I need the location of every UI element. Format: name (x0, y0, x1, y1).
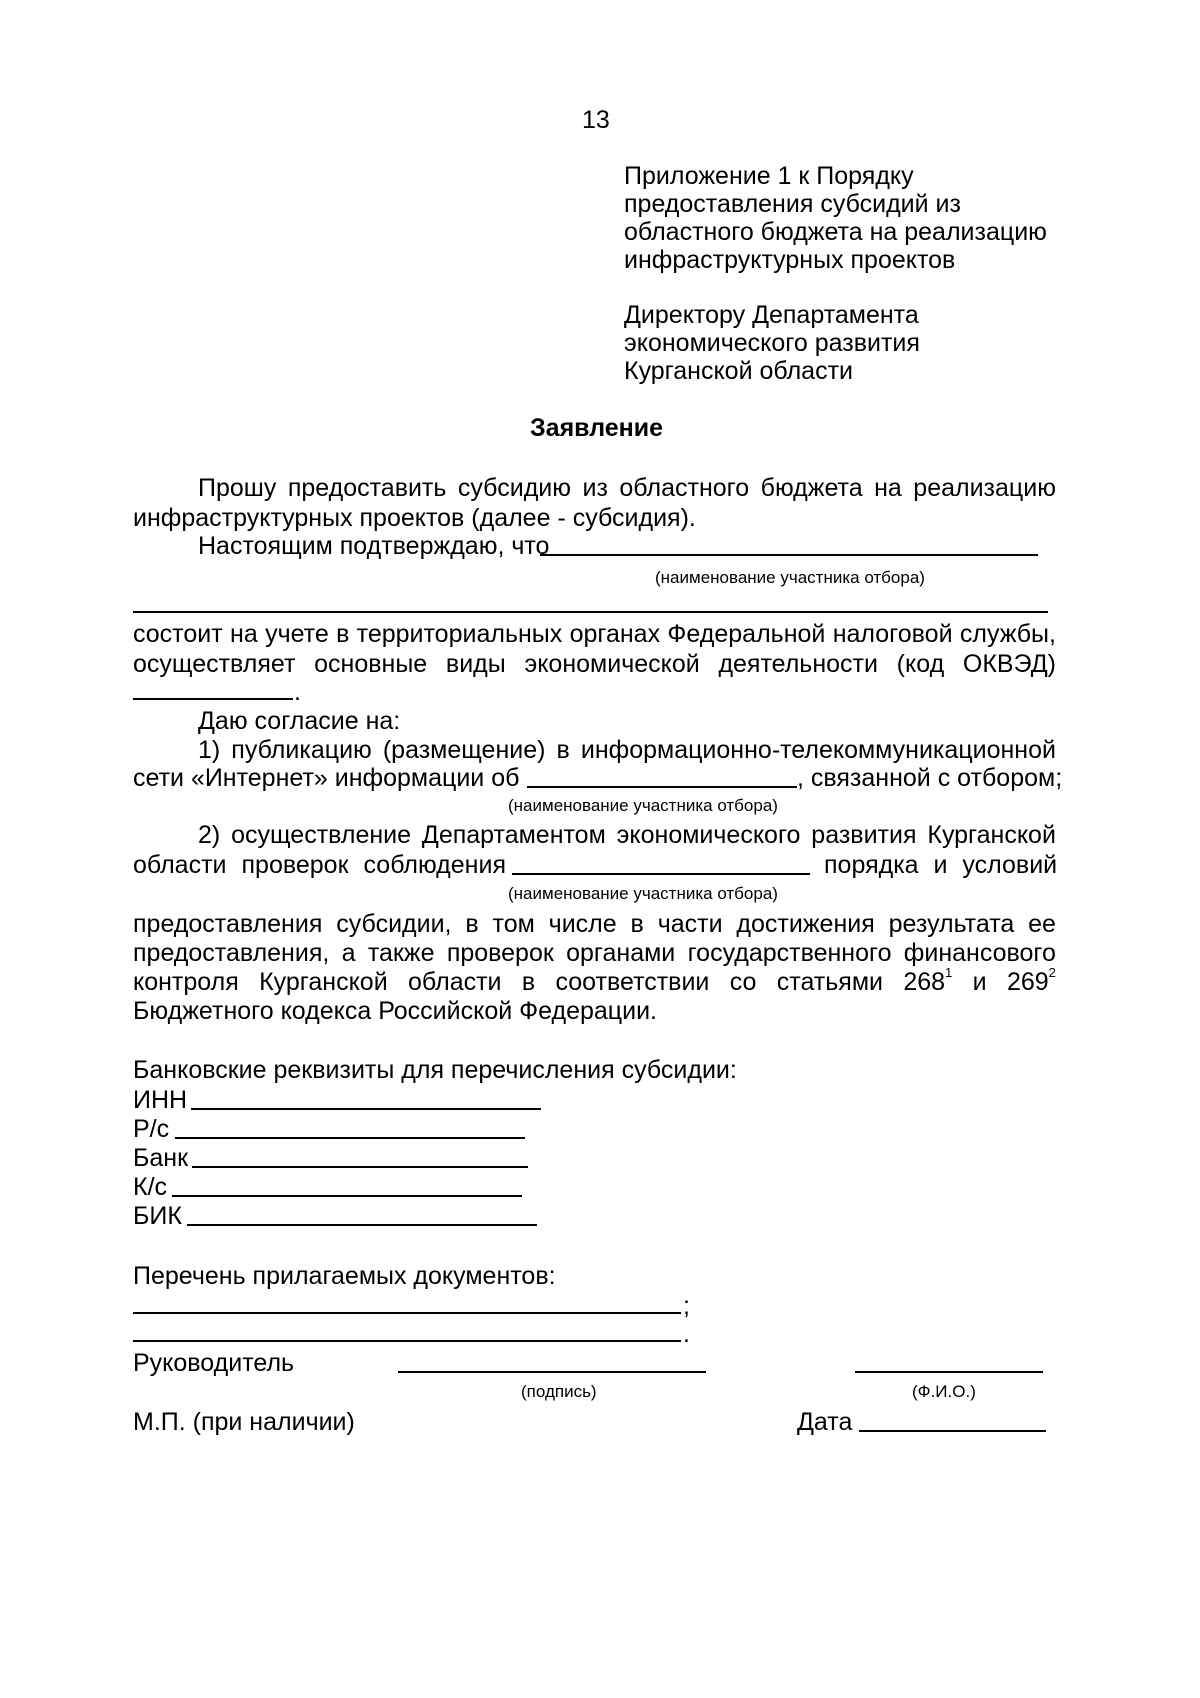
stamp-label: М.П. (при наличии) (133, 1408, 355, 1436)
consent-heading: Даю согласие на: (198, 707, 401, 735)
article-ref-268: $268^1$ (903, 965, 953, 996)
name-hint: (Ф.И.О.) (912, 1382, 976, 1401)
addressee-line: Курганской области (624, 357, 854, 385)
word: в (336, 620, 350, 648)
word: на (230, 620, 258, 648)
bik-field[interactable] (187, 1224, 537, 1226)
word: результата (888, 910, 1015, 938)
word: в (556, 736, 570, 764)
document-end-2: . (683, 1320, 690, 1348)
word: деятельности (718, 650, 878, 678)
word: Федеральной (667, 620, 826, 648)
date-label: Дата (797, 1408, 853, 1436)
consent-2-line-2-post: порядка и условий (824, 851, 1058, 879)
ks-field[interactable] (172, 1195, 522, 1197)
word: в (630, 910, 644, 938)
document-field-1[interactable] (133, 1312, 681, 1314)
document-field-2[interactable] (133, 1340, 681, 1342)
bank-label: Банк (133, 1144, 189, 1172)
word: публикацию (231, 736, 372, 764)
word: органах (569, 620, 661, 648)
tax-line-2 (133, 652, 1056, 677)
word: Департаментом (421, 821, 606, 849)
document-end-1: ; (683, 1292, 690, 1320)
word: экономической (524, 650, 700, 678)
consent-2-line-1 (198, 823, 1056, 848)
date-field[interactable] (859, 1430, 1046, 1432)
consent-2-hint: (наименование участника отбора) (508, 884, 778, 903)
appendix-line: Приложение 1 к Порядку (624, 162, 914, 190)
p3-line-1 (133, 912, 1056, 937)
documents-title: Перечень прилагаемых документов: (133, 1262, 556, 1290)
head-label: Руководитель (133, 1349, 295, 1377)
participant-name-field-continued[interactable] (133, 611, 1048, 613)
rs-field[interactable] (175, 1137, 525, 1139)
addressee-line: экономического развития (624, 329, 920, 357)
word: службы, (959, 620, 1056, 648)
participant-hint: (наименование участника отбора) (655, 568, 925, 587)
word: том (492, 910, 535, 938)
word: органами (566, 939, 676, 967)
word: Курганской (259, 968, 388, 996)
word: и (972, 968, 987, 996)
rs-label: Р/с (133, 1115, 170, 1143)
word: в (521, 968, 536, 996)
addressee-line: Директору Департамента (624, 301, 919, 329)
page-number: 13 (582, 106, 610, 134)
consent-2-line-2-pre (133, 853, 506, 878)
signature-field[interactable] (398, 1371, 706, 1373)
bank-details-title: Банковские реквизиты для перечисления субсидии: (133, 1056, 737, 1084)
consent-1-line-1 (198, 738, 1056, 763)
word: осуществление (231, 821, 412, 849)
word: субсидии, (336, 910, 452, 938)
bank-field[interactable] (192, 1166, 528, 1168)
word: реализацию (913, 474, 1056, 502)
word: основные (314, 650, 428, 678)
word: бюджета (760, 474, 863, 502)
consent-1-line-2-pre: сети «Интернет» информации об (133, 764, 520, 792)
word: состоит (133, 620, 223, 648)
p3-line-2 (133, 941, 1056, 966)
word: 2) (198, 821, 221, 849)
word: со (729, 968, 757, 996)
consent-1-hint: (наименование участника отбора) (508, 796, 778, 815)
word: достижения (736, 910, 875, 938)
word: (размещение) (382, 736, 546, 764)
word: налоговой (832, 620, 953, 648)
inn-label: ИНН (133, 1086, 188, 1114)
consent-2-participant-field[interactable] (512, 873, 810, 875)
word: предоставить (287, 474, 447, 502)
inn-field[interactable] (191, 1108, 541, 1110)
word: а (341, 939, 356, 967)
word: области (408, 968, 502, 996)
word: виды (445, 650, 506, 678)
word: контроля (133, 968, 239, 996)
consent-1-line-2-post: , связанной с отбором; (797, 764, 1063, 792)
okved-code-field[interactable] (133, 698, 293, 700)
appendix-line: областного бюджета на реализацию (624, 218, 1047, 246)
signature-hint: (подпись) (521, 1382, 597, 1401)
word: предоставления (133, 910, 323, 938)
word: соответствии (555, 968, 710, 996)
word: учете (265, 620, 329, 648)
word: предоставления, (133, 939, 330, 967)
word: части (657, 910, 723, 938)
word: соблюдения (363, 851, 506, 879)
word: финансового (903, 939, 1056, 967)
word: проверок (241, 851, 349, 879)
ks-label: К/с (133, 1173, 168, 1201)
word: ОКВЭД) (962, 650, 1056, 678)
word: государственного (687, 939, 892, 967)
word: Прошу (198, 474, 277, 502)
word: также (367, 939, 435, 967)
word: субсидию (457, 474, 571, 502)
request-line-1 (198, 476, 1056, 501)
word: Курганской (927, 821, 1056, 849)
word: на (874, 474, 902, 502)
word: области (133, 851, 227, 879)
word: областного (619, 474, 750, 502)
appendix-line: инфраструктурных проектов (624, 246, 956, 274)
consent-1-participant-field[interactable] (527, 786, 797, 788)
p3-line-3 (133, 965, 1056, 996)
word: в (465, 910, 479, 938)
word: 1) (198, 736, 221, 764)
word: ее (1028, 910, 1056, 938)
appendix-line: предоставления субсидий из (624, 190, 961, 218)
participant-name-field[interactable] (540, 554, 1038, 556)
name-field[interactable] (855, 1371, 1043, 1373)
document-title: Заявление (530, 414, 664, 442)
word: (код (896, 650, 945, 678)
word: территориальных (356, 620, 563, 648)
article-ref-269: $269^2$ (1006, 965, 1056, 996)
word: из (582, 474, 608, 502)
word: статьями (776, 968, 883, 996)
p3-line-4: Бюджетного кодекса Российской Федерации. (133, 997, 657, 1025)
word: информационно-телекоммуникационной (580, 736, 1056, 764)
tax-line-1 (133, 622, 1056, 647)
word: проверок (446, 939, 554, 967)
request-line-2: инфраструктурных проектов (далее - субсидия). (133, 504, 696, 532)
word: экономического (616, 821, 801, 849)
word: числе (548, 910, 617, 938)
okved-period: . (294, 678, 301, 706)
word: развития (811, 821, 917, 849)
word: осуществляет (133, 650, 296, 678)
confirm-text: Настоящим подтверждаю, что (198, 532, 550, 560)
bik-label: БИК (133, 1202, 182, 1230)
